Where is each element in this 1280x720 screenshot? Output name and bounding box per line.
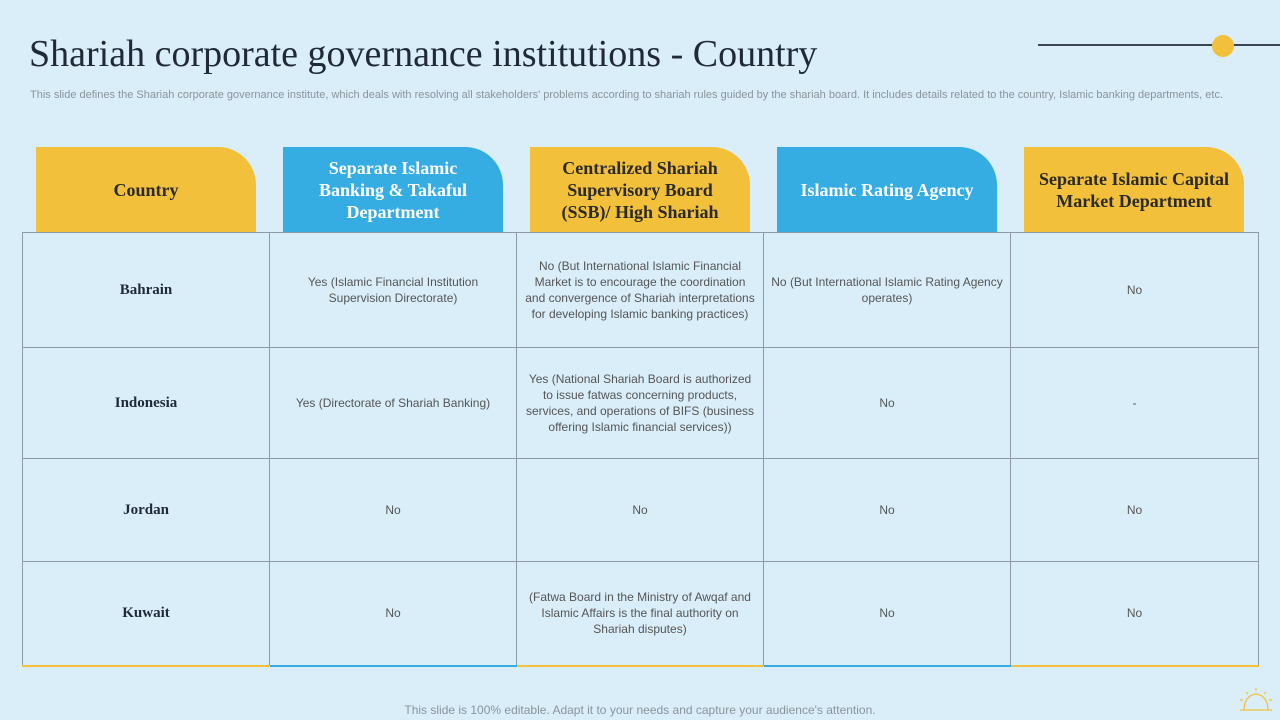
table-cell: - xyxy=(1011,348,1259,459)
table-cell: No xyxy=(764,348,1011,459)
country-cell: Indonesia xyxy=(23,348,270,459)
header-banking-takaful: Separate Islamic Banking & Takaful Department xyxy=(283,147,503,232)
table-cell: No xyxy=(1011,459,1259,562)
table-cell: Yes (Islamic Financial Institution Supervision Directorate) xyxy=(270,233,517,348)
governance-table xyxy=(22,232,1259,667)
footer-note: This slide is 100% editable. Adapt it to your needs and capture your audience's attention. xyxy=(404,703,876,717)
table-cell: No (But International Islamic Financial Market is to encourage the coordination and convergence of Shariah interpretations for developing Islamic banking practices) xyxy=(517,233,764,348)
table-cell: No xyxy=(764,562,1011,666)
table-cell: No xyxy=(764,459,1011,562)
table-cell: Yes (Directorate of Shariah Banking) xyxy=(270,348,517,459)
decorative-line xyxy=(1038,44,1280,46)
decorative-dot xyxy=(1212,35,1234,57)
table-row xyxy=(23,459,1259,562)
country-cell: Jordan xyxy=(23,459,270,562)
header-supervisory-board: Centralized Shariah Supervisory Board (SSB)/ High Shariah xyxy=(530,147,750,232)
table-row xyxy=(23,348,1259,459)
slide-title: Shariah corporate governance institutions - Country xyxy=(29,33,818,75)
country-cell: Bahrain xyxy=(23,233,270,348)
table-cell: No (But International Islamic Rating Agency operates) xyxy=(764,233,1011,348)
table-cell: No xyxy=(270,459,517,562)
table-cell: No xyxy=(1011,233,1259,348)
slide-description: This slide defines the Shariah corporate governance institute, which deals with resolving all stakeholders' problems according to shariah rules guided by the shariah board. It includes details related to the country, Islamic banking departments, etc. xyxy=(30,89,1223,101)
header-country: Country xyxy=(36,147,256,232)
country-cell: Kuwait xyxy=(23,562,270,666)
table-cell: No xyxy=(517,459,764,562)
header-capital-market: Separate Islamic Capital Market Department xyxy=(1024,147,1244,232)
table-row xyxy=(23,562,1259,666)
table-cell: No xyxy=(1011,562,1259,666)
table-cell: No xyxy=(270,562,517,666)
table-row xyxy=(23,233,1259,348)
table-cell: (Fatwa Board in the Ministry of Awqaf and Islamic Affairs is the final authority on Shariah disputes) xyxy=(517,562,764,666)
table-cell: Yes (National Shariah Board is authorized to issue fatwas concerning products, services, and operations of BIFS (business offering Islamic financial services)) xyxy=(517,348,764,459)
header-rating-agency: Islamic Rating Agency xyxy=(777,147,997,232)
lightbulb-outline-icon xyxy=(1236,682,1276,714)
